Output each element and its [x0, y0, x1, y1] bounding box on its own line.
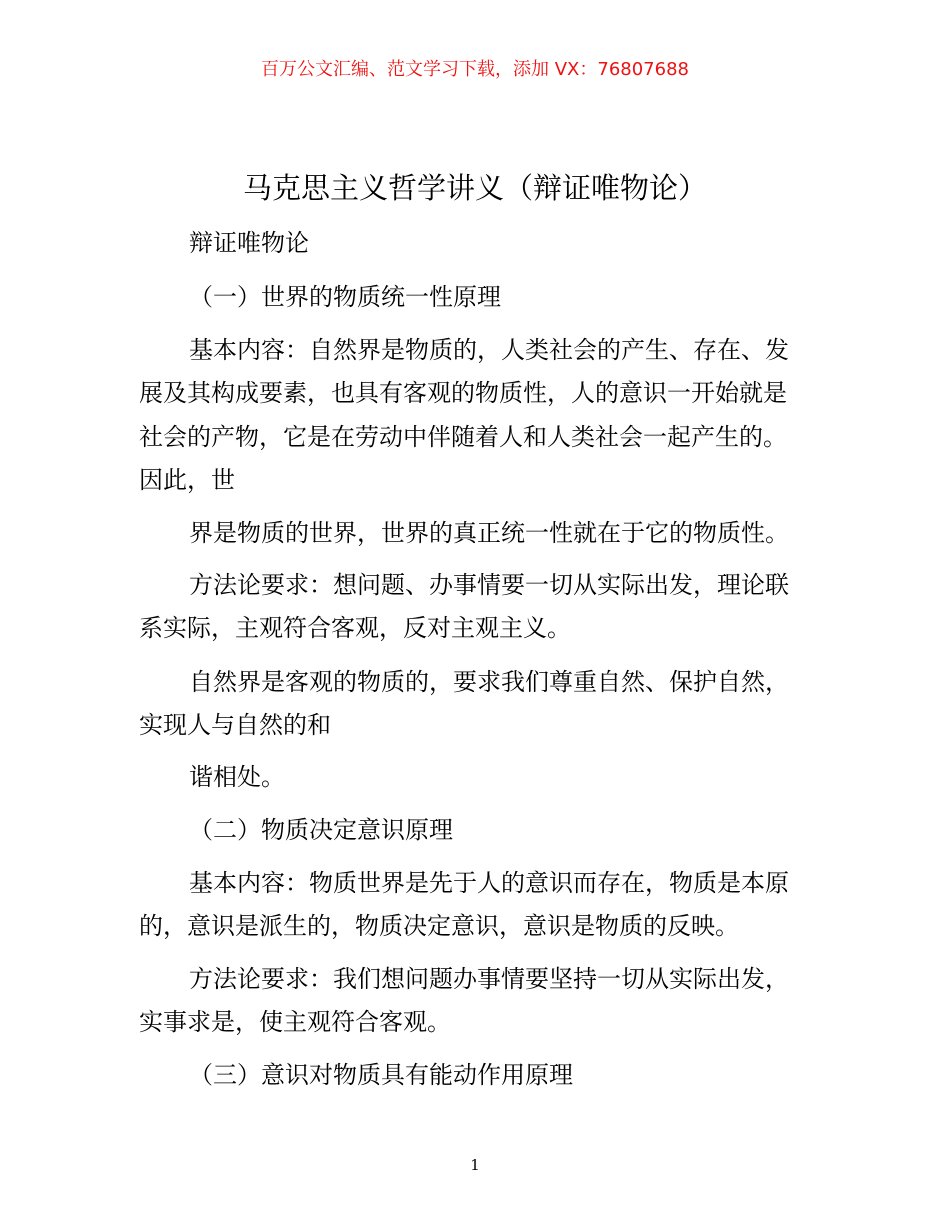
section-heading: 辩证唯物论 — [189, 229, 309, 257]
paragraph-line: 因此，世 — [139, 466, 235, 494]
subsection-heading: （一）世界的物质统一性原理 — [189, 283, 501, 311]
subsection-heading: （二）物质决定意识原理 — [189, 816, 453, 844]
paragraph-line: 方法论要求：我们想问题办事情要坚持一切从实际出发， — [189, 965, 789, 993]
paragraph-line: 方法论要求：想问题、办事情要一切从实际出发，理论联 — [189, 571, 789, 599]
subsection-heading: （三）意识对物质具有能动作用原理 — [189, 1061, 573, 1089]
paragraph-line: 实现人与自然的和 — [139, 711, 331, 739]
paragraph-line: 基本内容：自然界是物质的，人类社会的产生、存在、发 — [189, 336, 789, 364]
header-banner: 百万公文汇编、范文学习下载，添加 VX：76807688 — [261, 59, 689, 80]
paragraph-line: 的，意识是派生的，物质决定意识，意识是物质的反映。 — [139, 912, 739, 940]
paragraph-line: 自然界是客观的物质的，要求我们尊重自然、保护自然， — [189, 668, 789, 696]
paragraph-line: 系实际，主观符合客观，反对主观主义。 — [139, 614, 571, 642]
page-number: 1 — [470, 1156, 480, 1174]
document-title: 马克思主义哲学讲义（辩证唯物论） — [242, 171, 707, 205]
paragraph-line: 谐相处。 — [189, 763, 285, 791]
paragraph-line: 界是物质的世界，世界的真正统一性就在于它的物质性。 — [189, 519, 789, 547]
paragraph-line: 实事求是，使主观符合客观。 — [139, 1008, 451, 1036]
paragraph-line: 展及其构成要素，也具有客观的物质性，人的意识一开始就是 — [139, 379, 787, 407]
paragraph-line: 基本内容：物质世界是先于人的意识而存在，物质是本原 — [189, 869, 789, 897]
paragraph-line: 社会的产物，它是在劳动中伴随着人和人类社会一起产生的。 — [139, 423, 787, 451]
